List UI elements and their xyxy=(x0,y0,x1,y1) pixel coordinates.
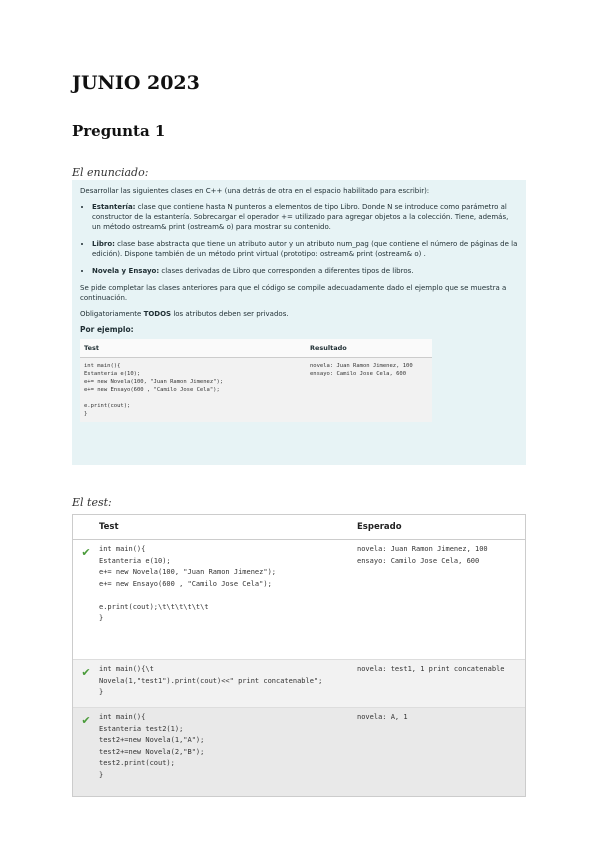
example-result: novela: Juan Ramon Jimenez, 100 ensayo: Camilo Jose Cela, 600 xyxy=(310,363,413,377)
test-expected: novela: test1, 1 print concatenable xyxy=(357,665,505,673)
example-test-code: int main(){ Estanteria e(10); e+= new Novela(100, "Juan Ramon Jimenez"); e+= new Ensayo(600 , "Camilo Jose Cela"); e.print(cout); } xyxy=(84,363,224,417)
header-expected: Esperado xyxy=(357,522,402,532)
test-table xyxy=(72,514,526,797)
statement-note: Se pide completar las clases anteriores para que el código se compile adecuadamente dado el ejemplo que se muestra a continuación. xyxy=(80,284,507,302)
mandatory-note: Obligatoriamente TODOS los atributos deben ser privados. xyxy=(80,310,289,318)
checkmark-icon: ✔ xyxy=(81,666,91,679)
class-list xyxy=(80,202,518,276)
example-header-test: Test xyxy=(80,339,306,358)
checkmark-icon: ✔ xyxy=(81,714,91,727)
statement-label: El enunciado: xyxy=(72,166,149,179)
list-item: • Novela y Ensayo: clases derivadas de Libro que corresponden a diferentes tipos de libros. xyxy=(92,266,518,276)
test-table-header xyxy=(73,515,525,540)
test-label: El test: xyxy=(72,496,112,509)
question-title: Pregunta 1 xyxy=(72,122,166,140)
list-item: • Estantería: clase que contiene hasta N punteros a elementos de tipo Libro. Donde N se introduce como parámetro al constructor de la estantería. Sobrecargar el operador += utilizado para agregar objetos a la colección. Tiene, además, un método ostream& print (ostream& o) para mostrar su contenido. xyxy=(92,202,518,232)
header-test: Test xyxy=(99,522,119,532)
example-header-result: Resultado xyxy=(306,339,432,358)
test-code: int main(){ Estanteria test2(1); test2+=new Novela(1,"A"); test2+=new Novela(2,"B"); test2.print(cout); } xyxy=(99,713,205,779)
table-row xyxy=(73,540,525,660)
example-table xyxy=(80,339,432,422)
example-title: Por ejemplo: xyxy=(80,325,134,334)
test-code: int main(){\t Novela(1,"test1").print(cout)<<" print concatenable"; } xyxy=(99,665,323,696)
table-row xyxy=(73,708,525,796)
table-row xyxy=(73,660,525,708)
test-code: int main(){ Estanteria e(10); e+= new Novela(100, "Juan Ramon Jimenez"); e+= new Ensayo(600 , "Camilo Jose Cela"); e.print(cout);\t\t\t\t\t\t } xyxy=(99,545,277,622)
statement-intro: Desarrollar las siguientes clases en C++ (una detrás de otra en el espacio habilitado para escribir): xyxy=(80,187,430,195)
list-item: • Libro: clase base abstracta que tiene un atributo autor y un atributo num_pag (que contiene el número de páginas de la edición). Dispone también de un método print virtual (prototipo: ostream& print (ostream& o) . xyxy=(92,239,518,259)
checkmark-icon: ✔ xyxy=(81,546,91,559)
statement-box xyxy=(72,180,526,465)
test-expected: novela: Juan Ramon Jimenez, 100 ensayo: Camilo Jose Cela, 600 xyxy=(357,545,488,565)
test-expected: novela: A, 1 xyxy=(357,713,408,721)
page-heading: JUNIO 2023 xyxy=(72,72,200,94)
